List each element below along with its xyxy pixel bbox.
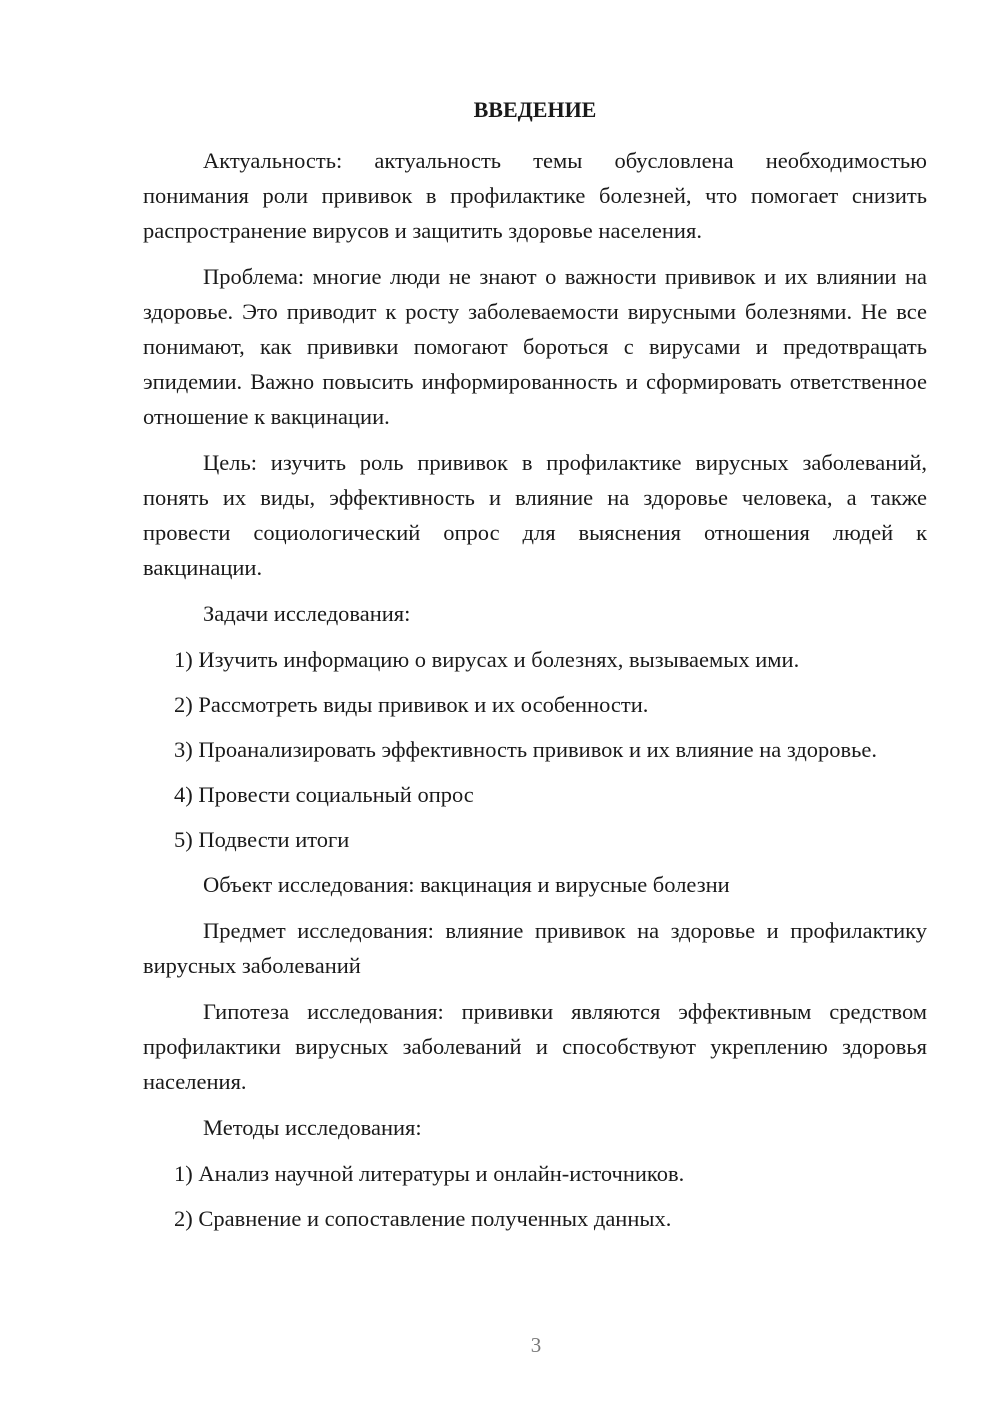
task-item: 2) Рассмотреть виды прививок и их особенности.	[174, 692, 649, 717]
method-item: 1) Анализ научной литературы и онлайн-источников.	[174, 1161, 685, 1186]
task-item: 4) Провести социальный опрос	[174, 782, 474, 807]
task-item: 1) Изучить информацию о вирусах и болезнях, вызываемых ими.	[174, 647, 800, 672]
task-item: 3) Проанализировать эффективность прививок и их влияние на здоровье.	[174, 737, 878, 762]
method-item: 2) Сравнение и сопоставление полученных данных.	[174, 1206, 672, 1231]
methods-title: Методы исследования:	[203, 1115, 422, 1140]
problem-paragraph: Проблема: многие люди не знают о важности прививок и их влиянии на здоровье. Это приводит к росту заболеваемости вирусными болезнями. Не все понимают, как прививки помогают бороться с вирусами и предотвращать эпидемии. Важно повысить информированность и сформировать ответственное отношение к вакцинации.	[143, 264, 927, 429]
subject-paragraph: Предмет исследования: влияние прививок на здоровье и профилактику вирусных заболеваний	[143, 918, 927, 978]
page-number: 3	[530, 1333, 542, 1357]
relevance-paragraph: Актуальность: актуальность темы обусловлена необходимостью понимания роли прививок в профилактике болезней, что помогает снизить распространение вирусов и защитить здоровье населения.	[143, 148, 927, 243]
object-paragraph: Объект исследования: вакцинация и вирусные болезни	[203, 872, 730, 897]
goal-paragraph: Цель: изучить роль прививок в профилактике вирусных заболеваний, понять их виды, эффективность и влияние на здоровье человека, а также провести социологический опрос для выяснения отношения людей к вакцинации.	[143, 450, 927, 580]
hypothesis-paragraph: Гипотеза исследования: прививки являются эффективным средством профилактики вирусных заболеваний и способствуют укреплению здоровья населения.	[143, 999, 927, 1094]
task-item: 5) Подвести итоги	[174, 827, 350, 852]
document-body	[143, 94, 927, 1246]
tasks-title: Задачи исследования:	[203, 601, 411, 626]
section-heading: ВВЕДЕНИЕ	[473, 97, 597, 122]
